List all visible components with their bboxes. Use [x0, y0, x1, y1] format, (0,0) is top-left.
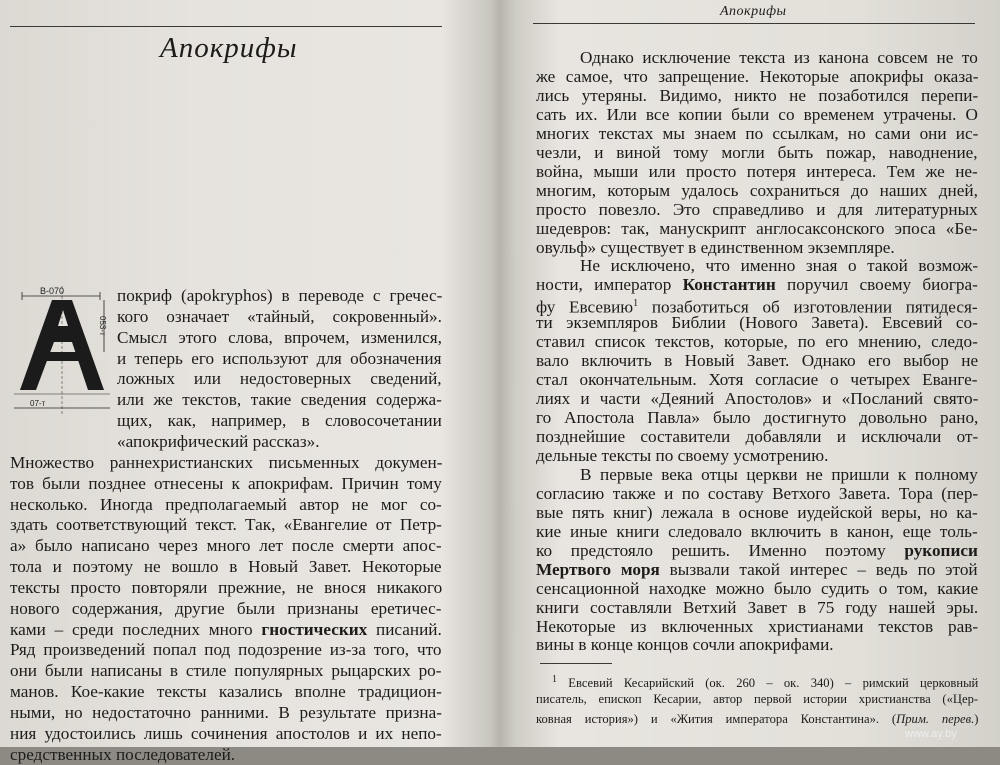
text-line: средственных последователей. — [10, 744, 236, 764]
dropcap-dim-top: В-070 — [40, 286, 65, 296]
bold-term: Константин — [682, 275, 776, 295]
footnote-line — [552, 672, 978, 691]
text-line — [10, 620, 442, 640]
text-line: ти экземпляров Библии (Нового Завета). Евсевий со- — [536, 313, 978, 333]
bold-term: гностических — [261, 619, 368, 639]
text-line: Однако исключение текста из канона совсем не то — [580, 48, 978, 67]
text-line: лиях и части «Деяний Апостолов» и «Посланий свято- — [536, 389, 979, 409]
text-line: здать соответствующий текст. Так, «Евангелие от Петр- — [10, 515, 442, 535]
text-line: го Апостола Павла» было достигнуто довольно рано, — [536, 408, 979, 428]
footnote-rule — [540, 663, 612, 664]
text-line: Ряд произведений попал под подозрение из-за того, что — [10, 640, 442, 660]
text-line: ложных или недостоверных сведений, — [117, 369, 442, 389]
text-line: вые пять книг) лежала в основе иудейской веры, но ка- — [536, 502, 978, 522]
text-line: война, мыши или просто потеря интереса. Тем же не- — [536, 161, 978, 181]
text-line: ными, но недостаточно ранними. В результате призна- — [10, 703, 442, 722]
header-rule-left — [10, 26, 442, 27]
text-line: тов были позднее отнесены к апокрифам. Причин тому — [10, 473, 442, 493]
text-line: Некоторые из включенных христианами текстов рав- — [536, 616, 979, 636]
text-line: Смысл этого слова, впрочем, изменился, — [117, 327, 442, 347]
text-run: Евсевий Кесарийский (ок. 260 – ок. 340) – римский церковный — [557, 676, 979, 691]
text-line: вало включить в Новый Завет. Однако его выбор не — [536, 351, 979, 371]
text-run: ) — [974, 712, 979, 726]
text-run: писаний. — [367, 619, 442, 639]
chapter-title: Апокрифы — [160, 32, 298, 64]
dropcap-dim-side: 053-т — [98, 316, 107, 336]
text-line: многим, которым удалось сохраниться до наших дней, — [536, 180, 978, 200]
text-line: они были написаны в стиле популярных рыцарских ро- — [10, 661, 442, 681]
text-line: овульф» существует в единственном экземпляре. — [536, 237, 895, 257]
text-line: Множество раннехристианских письменных докумен- — [10, 452, 443, 472]
text-line: кие иные книги следовало включить в канон, еще толь- — [536, 521, 978, 541]
footnote-line — [536, 712, 978, 727]
italic-note: Прим. перев. — [896, 712, 975, 726]
text-run: ковная история») и «Жития императора Константина». ( — [536, 712, 897, 726]
right-page — [500, 0, 1000, 747]
text-line: В первые века отцы церкви не пришли к полному — [580, 464, 978, 484]
text-line: шедевров: так, манускрипт англосаксонского эпоса «Бе- — [536, 218, 978, 238]
text-run: ности, император — [536, 275, 683, 295]
text-line — [536, 560, 978, 580]
text-line: книги составляли Ветхий Завет в 75 году нашей эры. — [536, 597, 979, 617]
bold-term: рукописи — [904, 540, 978, 560]
text-run: ко предстояло решить. Именно поэтому — [536, 540, 905, 560]
text-line: тола и поэтому не вошло в Новый Завет. Некоторые — [10, 557, 442, 577]
text-line: и теперь его используют для обозначения — [117, 348, 442, 368]
text-line: стал окончательным. Хотя согласие о четырех Еванге- — [536, 370, 978, 390]
text-line: просто повезло. Это справедливо и для литературных — [536, 199, 978, 219]
text-run: вызвали такой интерес – ведь по этой — [659, 559, 978, 579]
text-line: кого означает «тайный, сокровенный». — [117, 306, 442, 326]
text-line: Не исключено, что именно зная о такой возмож- — [580, 256, 979, 276]
text-line: сенсационной находке можно было судить о том, какие — [536, 578, 979, 598]
text-run: ками – среди последних много — [10, 619, 262, 639]
text-line: многих текстах мы знаем по ссылкам, но сами они ис- — [536, 123, 979, 143]
text-run: позаботиться об изготовлении пятидеся- — [638, 298, 978, 318]
dropcap-letter-a-drawing — [14, 286, 110, 416]
text-line: несколько. Иногда предполагаемый автор не мог со- — [10, 494, 442, 514]
text-line — [536, 275, 978, 295]
footnote-marker: 1 — [552, 674, 557, 685]
dropcap-dim-bottom: 07-т — [30, 399, 46, 408]
text-line: а» было написано через много лет после смерти апос- — [10, 536, 442, 556]
text-line: щих, как, например, в словосочетании — [117, 411, 442, 431]
text-line: вины в конце концов сочли апокрифами. — [536, 635, 834, 655]
running-head: Апокрифы — [720, 4, 787, 19]
text-line: покриф (apokryphos) в переводе с гречес- — [117, 286, 443, 305]
text-line: манов. Кое-какие тексты казались вполне традицион- — [10, 682, 442, 702]
text-line: нового содержания, другие были признаны еретичес- — [10, 598, 442, 618]
left-page — [0, 0, 480, 764]
text-line: «апокрифический рассказ». — [117, 431, 320, 451]
text-line: ния удостоились лишь сочинения апостолов и их непо- — [10, 723, 442, 743]
text-line: ставил список текстов, которые, по его мнению, следо- — [536, 332, 978, 352]
watermark: www.ay.by — [905, 728, 957, 740]
text-line: тексты просто повторяли прежние, не внося никакого — [10, 577, 443, 597]
text-line: же самое, что запрещение. Некоторые апокрифы оказа- — [536, 66, 979, 86]
text-line — [536, 541, 978, 561]
bold-term: Мертвого моря — [536, 559, 660, 579]
header-rule-right — [533, 23, 975, 24]
text-run: поручил своему биогра- — [775, 275, 978, 295]
text-run: фу Евсевию — [536, 298, 634, 318]
footnote-marker: 1 — [633, 298, 639, 310]
text-line: лись утеряны. Видимо, никто не позаботился перепи- — [536, 85, 979, 105]
text-line: чезли, и виной тому могли быть пожар, наводнение, — [536, 142, 978, 162]
text-line: дельные тексты по своему усмотрению. — [536, 445, 829, 465]
text-line: или же текстов, такие сведения содержа- — [117, 390, 442, 410]
text-line: позднейшие составители добавляли и исключали от- — [536, 427, 979, 446]
footnote-line: писатель, епископ Кесарии, автор первой истории христианства («Цер- — [536, 692, 979, 706]
text-line: согласию также и по составу Ветхого Завета. Тора (пер- — [536, 483, 979, 503]
text-line: сать их. Или все копии были со временем утрачены. О — [536, 104, 978, 124]
